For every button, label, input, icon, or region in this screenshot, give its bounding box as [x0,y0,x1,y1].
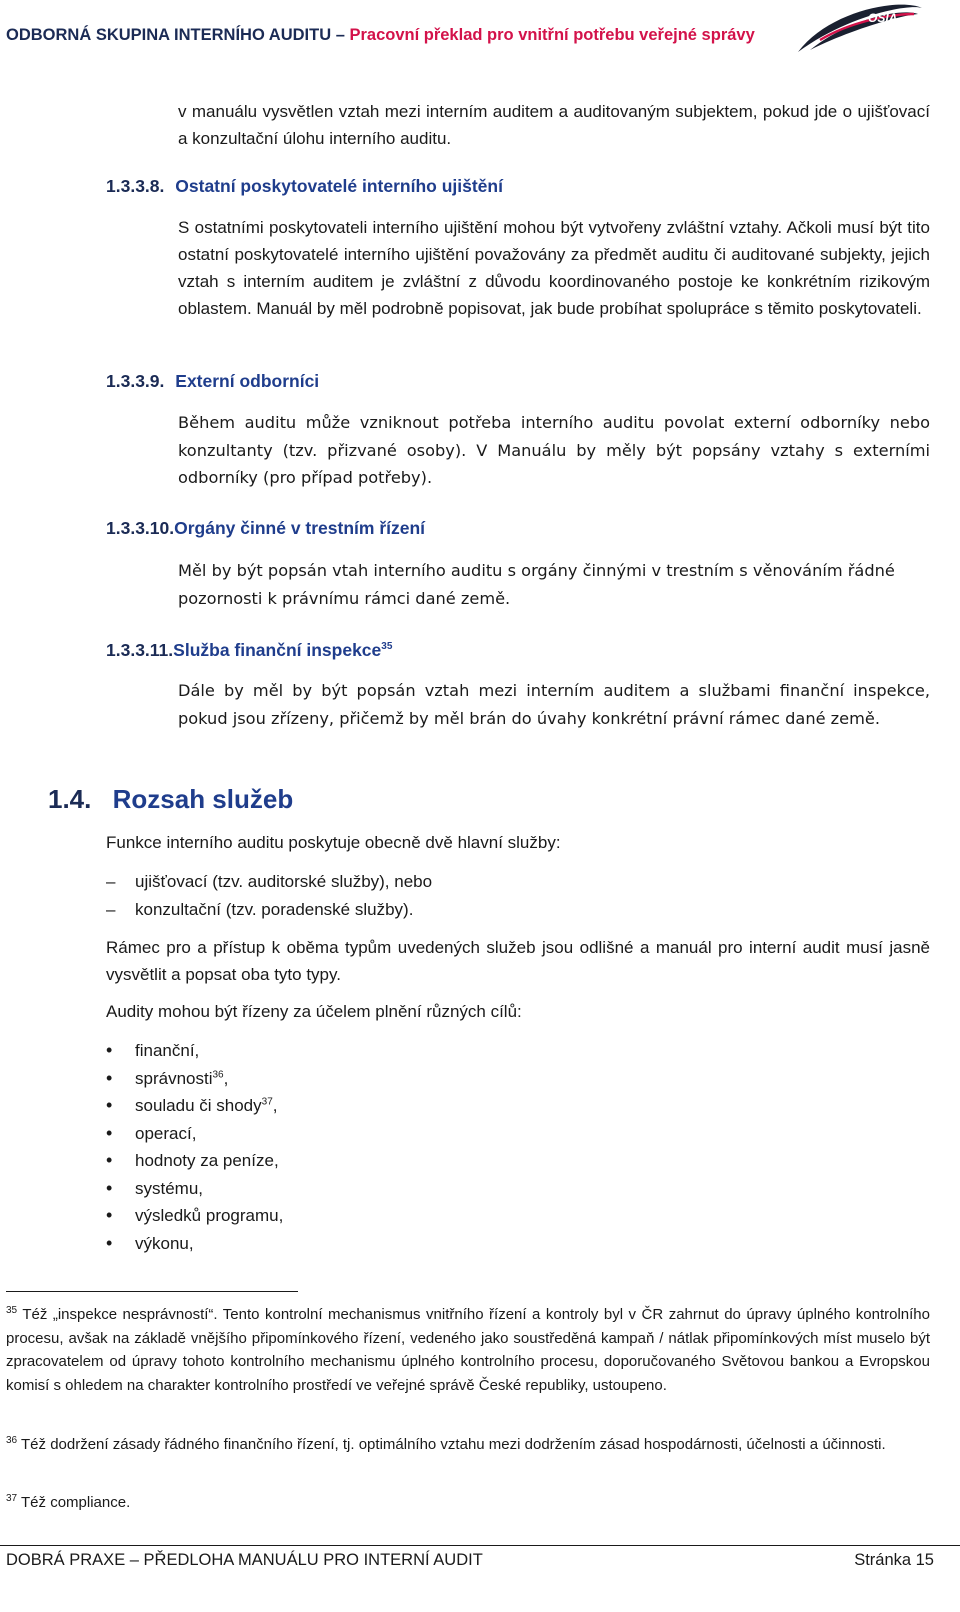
services-list [106,868,432,923]
section-heading-1-3-3-11 [106,640,392,661]
chapter-title: Rozsah služeb [112,784,294,814]
list-item: • systému, [106,1175,283,1203]
section-title: Externí odborníci [175,371,320,391]
section-heading-1-3-3-10 [106,518,425,539]
section-heading-1-3-3-9 [106,371,319,392]
footnote-ref[interactable]: 36 [212,1068,224,1080]
footer-separator [0,1545,960,1546]
section-text-1-3-3-11: Dále by měl by být popsán vztah mezi interním auditem a službami finanční inspekce, pokud jsou zřízeny, přičemž by měl brán do úvahy konkrétní právní rámec dané země. [178,681,930,728]
footnote-37: $^{37}$ Též compliance. [6,1493,131,1511]
chapter-paragraph-3: Audity mohou být řízeny za účelem plnění různých cílů: [106,1002,522,1021]
section-title: Ostatní poskytovatelé interního ujištění [175,176,503,196]
footnote-separator [6,1291,298,1292]
list-item: • výsledků programu, [106,1202,283,1230]
section-text-1-3-3-9: Během auditu může vzniknout potřeba interního auditu povolat externí odborníky nebo konzultanty (tzv. přizvané osoby). V Manuálu by měly být popsány vztahy s externími odborníky (pro případ potřeby). [178,413,930,487]
footnote-number: 37 [6,1493,18,1504]
footer-title: DOBRÁ PRAXE – PŘEDLOHA MANUÁLU PRO INTERNÍ AUDIT [6,1551,483,1569]
list-item: – konzultační (tzv. poradenské služby). [106,896,432,924]
footnote-number: 36 [6,1435,18,1446]
footnote-36: $^{36}$ Též dodržení zásady řádného finančního řízení, tj. optimálního vztahu mezi dodržením zásad hospodárnosti, účelnosti a účinnosti. [6,1435,886,1453]
list-item: • výkonu, [106,1230,283,1258]
section-number: 1.3.3.10. [106,518,175,538]
chapter-intro: Funkce interního auditu poskytuje obecně dvě hlavní služby: [106,833,561,852]
section-title: Orgány činné v trestním řízení [174,518,426,538]
list-item: • operací, [106,1120,283,1148]
footnote-number: 35 [6,1305,18,1316]
footnote-ref[interactable]: 37 [261,1096,273,1108]
audit-goals-list [106,1037,283,1257]
section-number: 1.3.3.8. [106,176,165,196]
running-header [6,26,755,45]
chapter-number: 1.4. [48,784,92,814]
section-text-1-3-3-10: Měl by být popsán vtah interního auditu s orgány činnými v trestním s věnováním řádné pozornosti k právnímu rámci dané země. [178,561,895,608]
header-org: ODBORNÁ SKUPINA INTERNÍHO AUDITU – [6,26,350,44]
chapter-paragraph-2: Rámec pro a přístup k oběma typům uvedených služeb jsou odlišné a manuál pro interní audit musí jasně vysvětlit a popsat oba tyto typy. [106,938,930,984]
section-heading-1-3-3-8 [106,176,503,197]
section-number: 1.3.3.11. [106,640,174,660]
page-number: Stránka 15 [854,1551,934,1569]
list-item: • souladu či shody$^{37}$, [106,1092,283,1120]
section-number: 1.3.3.9. [106,371,165,391]
list-item: • hodnoty za peníze, [106,1147,283,1175]
list-item: – ujišťovací (tzv. auditorské služby), nebo [106,868,432,896]
header-subtitle: Pracovní překlad pro vnitřní potřebu veřejné správy [349,26,755,44]
footnote-ref[interactable]: 35 [381,641,393,653]
footnote-35: $^{35}$ Též „inspekce nesprávností“. Tento kontrolní mechanismus vnitřního řízení a kontroly byl v ČR zahrnut do úpravy úplného kontrolního procesu, avšak na základě vnějšího připomínkového řízení, vedeného jako soustředěná kampaň / nátlak připomínkových míst muselo být zpracovatelem od úpravy tohoto kontrolního mechanismu úplného kontrolního procesu, doporučovaného Světovou bankou a Evropskou komisí s ohledem na charakter kontrolního prostředí ve veřejné správě České republiky, ustoupeno. [6,1305,930,1394]
section-text-1-3-3-8: S ostatními poskytovateli interního ujištění mohou být vytvořeny zvláštní vztahy. Ačkoli musí být tito ostatní poskytovatelé interního ujištění považovány za předmět auditu či auditované subjekty, jejich vztah s interním auditem je zvláštní z důvodu koordinovaného postoje ke konkrétním rizikovým oblastem. Manuál by měl podrobně popisovat, jak bude probíhat spolupráce s těmito poskytovateli. [178,218,930,318]
section-title: Služba finanční inspekce [173,640,382,660]
osia-logo [790,0,930,60]
list-item: • finanční, [106,1037,283,1065]
list-item: • správnosti$^{36}$, [106,1065,283,1093]
logo-text: OSIA [868,11,898,25]
intro-paragraph: v manuálu vysvětlen vztah mezi interním auditem a auditovaným subjektem, pokud jde o ujišťovací a konzultační úlohu interního auditu. [178,102,930,148]
chapter-heading-1-4 [48,784,293,815]
